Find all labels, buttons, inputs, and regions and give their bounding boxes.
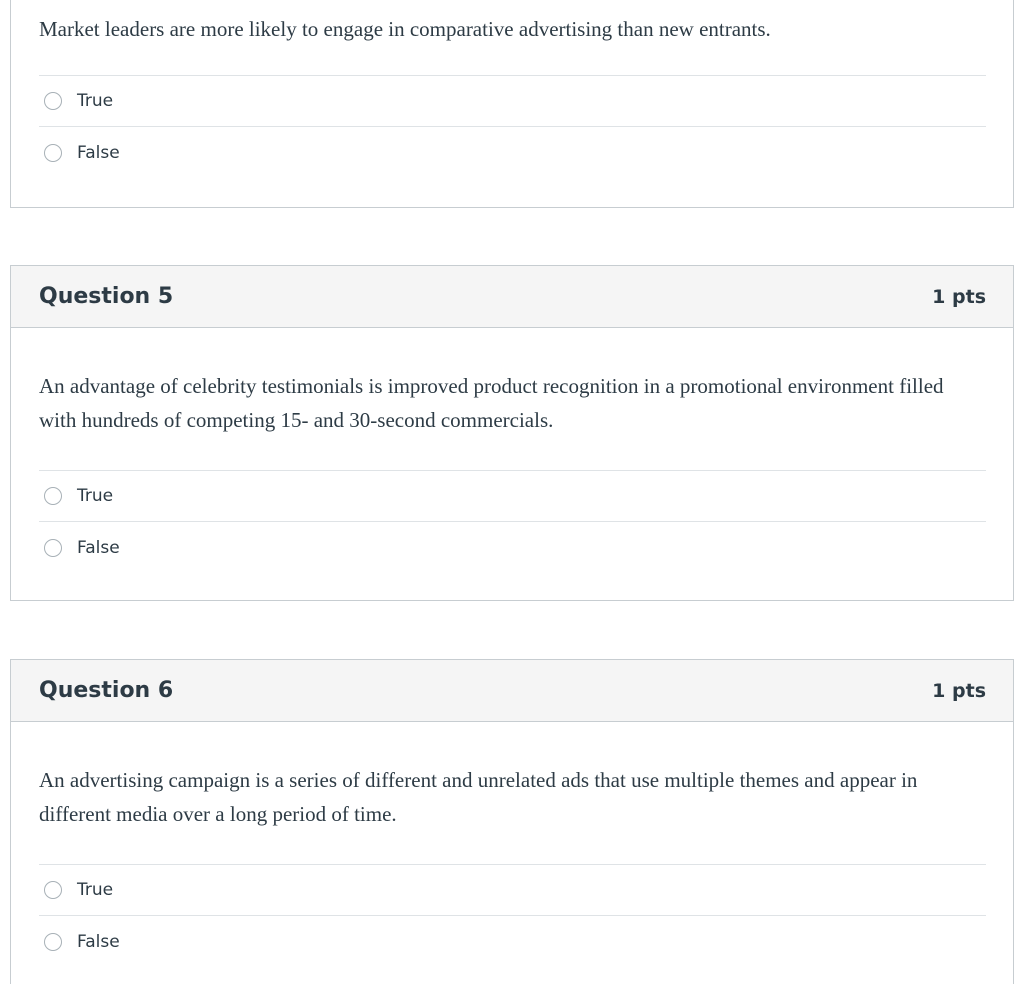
question-body: [11, 12, 1013, 178]
question-points: 1 pts: [932, 679, 986, 702]
answer-label[interactable]: False: [77, 142, 120, 163]
question-header: [11, 266, 1013, 328]
question-card-5: [10, 265, 1014, 601]
question-body: [11, 369, 1013, 573]
question-card-4: [10, 0, 1014, 208]
question-text: Market leaders are more likely to engage in comparative advertising than new entrants.: [39, 17, 771, 41]
question-text: An advantage of celebrity testimonials is improved product recognition in a promotional environment filled with hundreds of competing 15- and 30-second commercials.: [39, 374, 944, 432]
answer-list: [39, 470, 986, 573]
answer-option-true[interactable]: [39, 865, 986, 916]
question-title: Question 5: [39, 284, 174, 309]
answer-option-true[interactable]: [39, 471, 986, 522]
question-card-6: [10, 659, 1014, 984]
radio-button[interactable]: [44, 144, 62, 162]
answer-label[interactable]: False: [77, 931, 120, 952]
answer-option-false[interactable]: [39, 127, 986, 178]
answer-option-false[interactable]: [39, 916, 986, 967]
radio-button[interactable]: [44, 539, 62, 557]
question-points: 1 pts: [932, 285, 986, 308]
question-header: [11, 660, 1013, 722]
answer-label[interactable]: True: [77, 880, 114, 900]
radio-button[interactable]: [44, 933, 62, 951]
answer-list: [39, 864, 986, 967]
radio-button[interactable]: [44, 487, 62, 505]
answer-label[interactable]: False: [77, 537, 120, 558]
radio-button[interactable]: [44, 92, 62, 110]
answer-label[interactable]: True: [77, 486, 114, 506]
answer-label[interactable]: True: [77, 91, 114, 111]
question-text: An advertising campaign is a series of different and unrelated ads that use multiple themes and appear in different media over a long period of time.: [39, 768, 918, 826]
answer-list: [39, 75, 986, 178]
answer-option-false[interactable]: [39, 522, 986, 573]
answer-option-true[interactable]: [39, 76, 986, 127]
radio-button[interactable]: [44, 881, 62, 899]
question-title: Question 6: [39, 678, 174, 703]
question-body: [11, 763, 1013, 967]
